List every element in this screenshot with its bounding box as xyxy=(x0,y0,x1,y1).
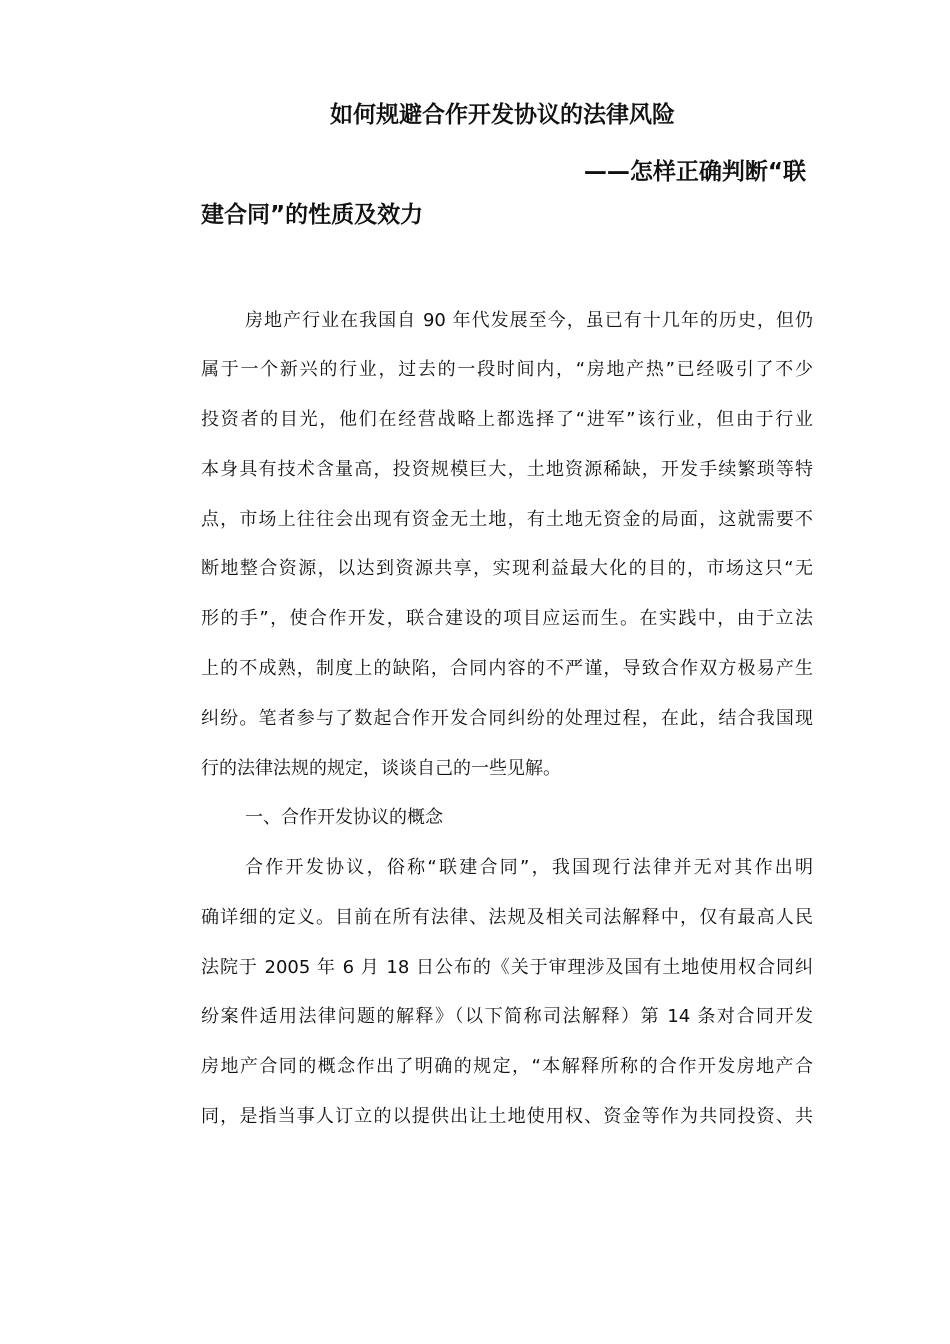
paragraph-line: 行的法律法规的规定，谈谈自己的一些见解。 xyxy=(201,758,561,779)
paragraph-line: 房地产合同的概念作出了明确的规定，“本解释所称的合作开发房地产合 xyxy=(201,1056,813,1077)
paragraph-line: 投资者的目光，他们在经营战略上都选择了“进军”该行业，但由于行业 xyxy=(201,409,813,430)
paragraph-line: 合作开发协议，俗称“联建合同”，我国现行法律并无对其作出明 xyxy=(245,857,813,878)
paragraph-line: 形的手”，使合作开发，联合建设的项目应运而生。在实践中，由于立法 xyxy=(201,608,813,629)
document-title: 如何规避合作开发协议的法律风险 xyxy=(330,102,675,128)
paragraph-line: 同，是指当事人订立的以提供出让土地使用权、资金等作为共同投资、共 xyxy=(201,1106,813,1127)
paragraph-line: 本身具有技术含量高，投资规模巨大，土地资源稀缺，开发手续繁琐等特 xyxy=(201,459,813,480)
paragraph-line: 点，市场上往往会出现有资金无土地，有土地无资金的局面，这就需要不 xyxy=(201,509,813,530)
section-heading: 一、合作开发协议的概念 xyxy=(245,807,443,828)
paragraph-line: 法院于 2005 年 6 月 18 日公布的《关于审理涉及国有土地使用权合同纠 xyxy=(201,957,813,978)
paragraph-line: 纷案件适用法律问题的解释》（以下简称司法解释）第 14 条对合同开发 xyxy=(201,1006,813,1027)
paragraph-line: 确详细的定义。目前在所有法律、法规及相关司法解释中，仅有最高人民 xyxy=(201,907,813,928)
document-subtitle-line-1: ——怎样正确判断“联 xyxy=(583,159,806,185)
paragraph-line: 纠纷。笔者参与了数起合作开发合同纠纷的处理过程，在此，结合我国现 xyxy=(201,708,813,729)
paragraph-line: 上的不成熟，制度上的缺陷，合同内容的不严谨，导致合作双方极易产生 xyxy=(201,658,813,679)
paragraph-line: 属于一个新兴的行业，过去的一段时间内，“房地产热”已经吸引了不少 xyxy=(201,359,813,380)
paragraph-line: 房地产行业在我国自 90 年代发展至今，虽已有十几年的历史，但仍 xyxy=(245,310,813,331)
document-subtitle-line-2: 建合同”的性质及效力 xyxy=(201,202,424,228)
paragraph-line: 断地整合资源，以达到资源共享，实现利益最大化的目的，市场这只“无 xyxy=(201,558,813,579)
